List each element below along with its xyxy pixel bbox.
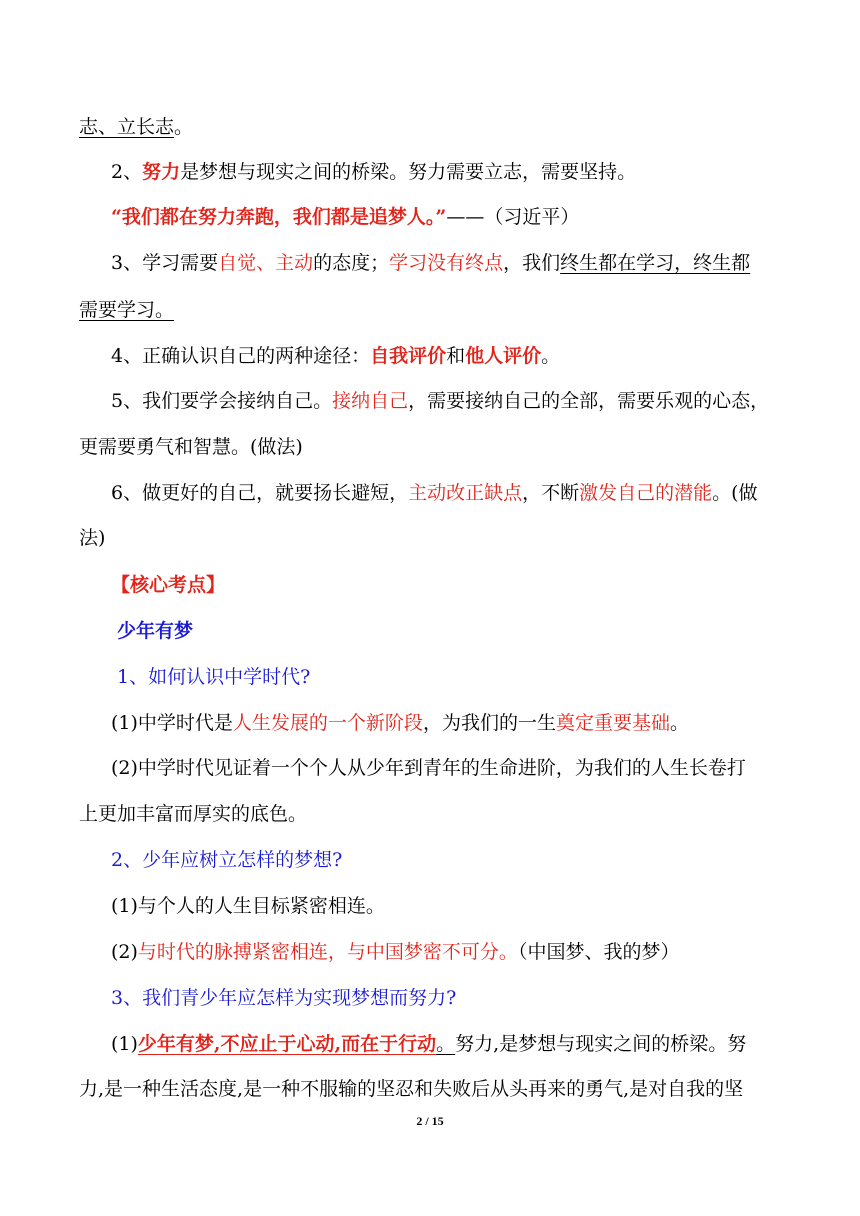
text-line: (1)与个人的人生目标紧密相连。 [111, 895, 385, 917]
text-line: 4、正确认识自己的两种途径：自我评价和他人评价。 [111, 345, 561, 367]
text-line: 更需要勇气和智慧。(做法) [79, 436, 303, 458]
text-line: (1)少年有梦,不应止于心动,而在于行动。努力,是梦想与现实之间的桥梁。努 [111, 1033, 747, 1055]
text-line: 法) [79, 527, 106, 549]
subsection-heading: 少年有梦 [117, 620, 194, 642]
question-heading: 1、如何认识中学时代? [117, 666, 311, 688]
text-line: 5、我们要学会接纳自己。接纳自己，需要接纳自己的全部，需要乐观的心态， [111, 390, 770, 412]
quote-line: “我们都在努力奔跑，我们都是追梦人。”——（习近平） [111, 206, 580, 228]
text-line: (2)中学时代见证着一个个人从少年到青年的生命进阶，为我们的人生长卷打 [111, 757, 746, 779]
page-number: 2 / 15 [416, 1114, 444, 1128]
text-line: 力,是一种生活态度,是一种不服输的坚忍和失败后从头再来的勇气,是对自我的坚 [79, 1078, 744, 1100]
question-heading: 3、我们青少年应怎样为实现梦想而努力? [111, 987, 457, 1009]
text-line: 志、立长志。 [79, 116, 194, 138]
text-line: 需要学习。 [79, 299, 175, 321]
text-line: (2)与时代的脉搏紧密相连，与中国梦密不可分。（中国梦、我的梦） [111, 941, 680, 963]
question-heading: 2、少年应树立怎样的梦想? [111, 849, 343, 871]
text-line: 6、做更好的自己，就要扬长避短，主动改正缺点，不断激发自己的潜能。(做 [111, 482, 758, 504]
text-line: 3、学习需要自觉、主动的态度；学习没有终点，我们终生都在学习，终生都 [111, 252, 751, 274]
text-line: (1)中学时代是人生发展的一个新阶段，为我们的一生奠定重要基础。 [111, 712, 689, 734]
text-line: 上更加丰富而厚实的底色。 [79, 803, 308, 825]
section-heading: 【核心考点】 [111, 574, 226, 596]
text-line: 2、努力是梦想与现实之间的桥梁。努力需要立志，需要坚持。 [111, 161, 637, 183]
